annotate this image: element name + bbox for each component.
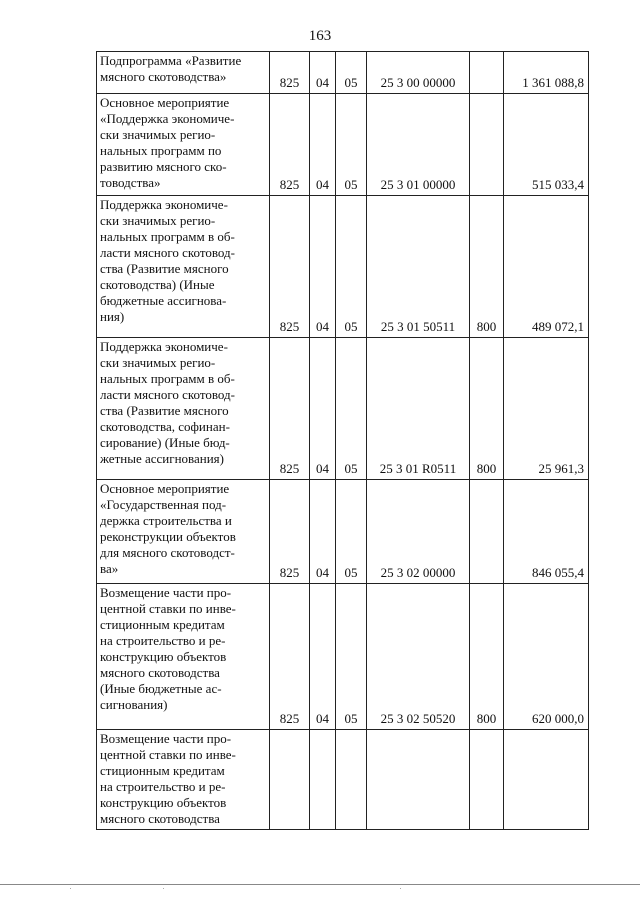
cell-expense-type <box>470 94 504 196</box>
cell-ministry-code: 825 <box>270 196 310 338</box>
cell-name: Возмещение части про- центной ставки по инве- стиционным кредитам на строительство и ре- конструкцию объектов мясного скотоводства (Иные бюджетные ас- сигнования) <box>97 584 270 730</box>
table-row <box>97 94 589 196</box>
cell-section: 04 <box>310 338 336 480</box>
cell-target-article: 25 3 01 R0511 <box>367 338 470 480</box>
cell-section: 04 <box>310 480 336 584</box>
cell-expense-type <box>470 480 504 584</box>
table-row <box>97 196 589 338</box>
cell-target-article <box>367 730 470 830</box>
cell-name: Возмещение части про- центной ставки по инве- стиционным кредитам на строительство и ре- конструкцию объектов мясного скотоводства <box>97 730 270 830</box>
cell-amount: 489 072,1 <box>504 196 589 338</box>
cell-subsection <box>336 730 367 830</box>
cell-expense-type: 800 <box>470 338 504 480</box>
cell-amount: 846 055,4 <box>504 480 589 584</box>
cell-section: 04 <box>310 94 336 196</box>
cell-ministry-code: 825 <box>270 338 310 480</box>
cell-ministry-code: 825 <box>270 94 310 196</box>
cell-expense-type <box>470 52 504 94</box>
cell-name: Основное мероприятие «Поддержка экономиче- ски значимых регио- нальных программ по развитию мясного ско- товодства» <box>97 94 270 196</box>
cell-target-article: 25 3 01 00000 <box>367 94 470 196</box>
cell-amount: 620 000,0 <box>504 584 589 730</box>
scan-speck <box>70 888 71 889</box>
cell-amount: 1 361 088,8 <box>504 52 589 94</box>
cell-expense-type: 800 <box>470 584 504 730</box>
cell-section: 04 <box>310 196 336 338</box>
page-bottom-rule <box>0 884 640 885</box>
budget-table <box>96 51 589 830</box>
cell-target-article: 25 3 02 00000 <box>367 480 470 584</box>
cell-ministry-code <box>270 730 310 830</box>
cell-target-article: 25 3 02 50520 <box>367 584 470 730</box>
cell-target-article: 25 3 00 00000 <box>367 52 470 94</box>
cell-subsection: 05 <box>336 480 367 584</box>
cell-subsection: 05 <box>336 52 367 94</box>
table-row <box>97 480 589 584</box>
table-row <box>97 52 589 94</box>
cell-ministry-code: 825 <box>270 52 310 94</box>
cell-name: Поддержка экономиче- ски значимых регио- нальных программ в об- ласти мясного скотовод- ства (Развитие мясного скотоводства, софинан- сирование) (Иные бюд- жетные ассигнования) <box>97 338 270 480</box>
cell-ministry-code: 825 <box>270 584 310 730</box>
table-row <box>97 338 589 480</box>
cell-amount: 25 961,3 <box>504 338 589 480</box>
page-number: 163 <box>308 28 332 44</box>
table-row <box>97 730 589 830</box>
cell-section: 04 <box>310 52 336 94</box>
cell-target-article: 25 3 01 50511 <box>367 196 470 338</box>
table-row <box>97 584 589 730</box>
cell-expense-type <box>470 730 504 830</box>
cell-subsection: 05 <box>336 94 367 196</box>
cell-subsection: 05 <box>336 196 367 338</box>
cell-amount: 515 033,4 <box>504 94 589 196</box>
cell-subsection: 05 <box>336 584 367 730</box>
cell-amount <box>504 730 589 830</box>
cell-name: Подпрограмма «Развитие мясного скотоводства» <box>97 52 270 94</box>
cell-subsection: 05 <box>336 338 367 480</box>
scan-speck <box>163 888 164 889</box>
cell-name: Поддержка экономиче- ски значимых регио- нальных программ в об- ласти мясного скотовод- ства (Развитие мясного скотоводства) (Иные бюджетные ассигнова- ния) <box>97 196 270 338</box>
scan-speck <box>400 888 401 889</box>
cell-section <box>310 730 336 830</box>
cell-name: Основное мероприятие «Государственная под- держка строительства и реконструкции объектов для мясного скотоводст- ва» <box>97 480 270 584</box>
cell-expense-type: 800 <box>470 196 504 338</box>
cell-ministry-code: 825 <box>270 480 310 584</box>
cell-section: 04 <box>310 584 336 730</box>
